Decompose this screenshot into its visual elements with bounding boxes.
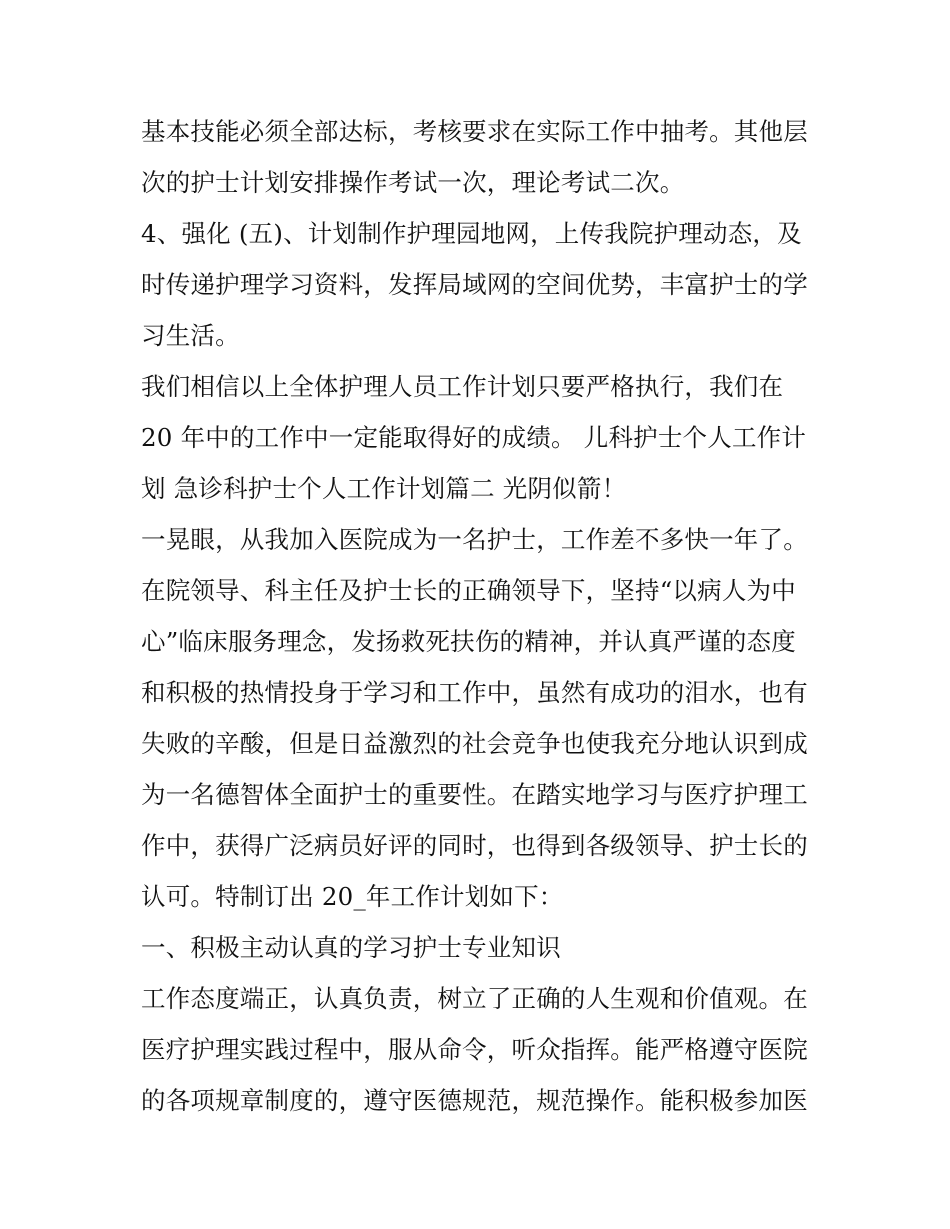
text-line: 时传递护理学习资料，发挥局域网的空间优势，丰富护士的学 <box>141 270 808 299</box>
section-heading: 一、积极主动认真的学习护士专业知识 <box>141 933 561 962</box>
text-line: 心”临床服务理念，发扬救死扶伤的精神，并认真严谨的态度 <box>141 627 796 656</box>
text-line: 医疗护理实践过程中，服从命令，听众指挥。能严格遵守医院 <box>141 1035 808 1064</box>
text-line: 划 急诊科护士个人工作计划篇二 光阴似箭！ <box>141 474 627 503</box>
text-line: 习生活。 <box>141 321 240 350</box>
text-line: 和积极的热情投身于学习和工作中，虽然有成功的泪水，也有 <box>141 678 808 707</box>
text-line: 次的护士计划安排操作考试一次，理论考试二次。 <box>141 168 685 197</box>
document-page <box>141 106 821 1126</box>
text-line: 基本技能必须全部达标，考核要求在实际工作中抽考。其他层 <box>141 117 808 146</box>
text-line: 失败的辛酸，但是日益激烈的社会竞争也使我充分地认识到成 <box>141 729 808 758</box>
text-line: 为一名德智体全面护士的重要性。在踏实地学习与医疗护理工 <box>141 780 808 809</box>
text-line: 工作态度端正，认真负责，树立了正确的人生观和价值观。在 <box>141 984 808 1013</box>
text-line: 20 年中的工作中一定能取得好的成绩。 儿科护士个人工作计 <box>141 423 807 452</box>
text-line: 作中，获得广泛病员好评的同时，也得到各级领导、护士长的 <box>141 831 808 860</box>
text-line: 认可。特制订出 20_年工作计划如下： <box>141 882 564 911</box>
text-line: 4、强化 (五)、计划制作护理园地网，上传我院护理动态，及 <box>141 219 802 248</box>
text-line: 在院领导、科主任及护士长的正确领导下，坚持“以病人为中 <box>141 576 796 605</box>
text-line: 一晃眼，从我加入医院成为一名护士，工作差不多快一年了。 <box>141 525 808 554</box>
text-line: 的各项规章制度的，遵守医德规范，规范操作。能积极参加医 <box>141 1086 808 1115</box>
text-line: 我们相信以上全体护理人员工作计划只要严格执行，我们在 <box>141 372 784 401</box>
